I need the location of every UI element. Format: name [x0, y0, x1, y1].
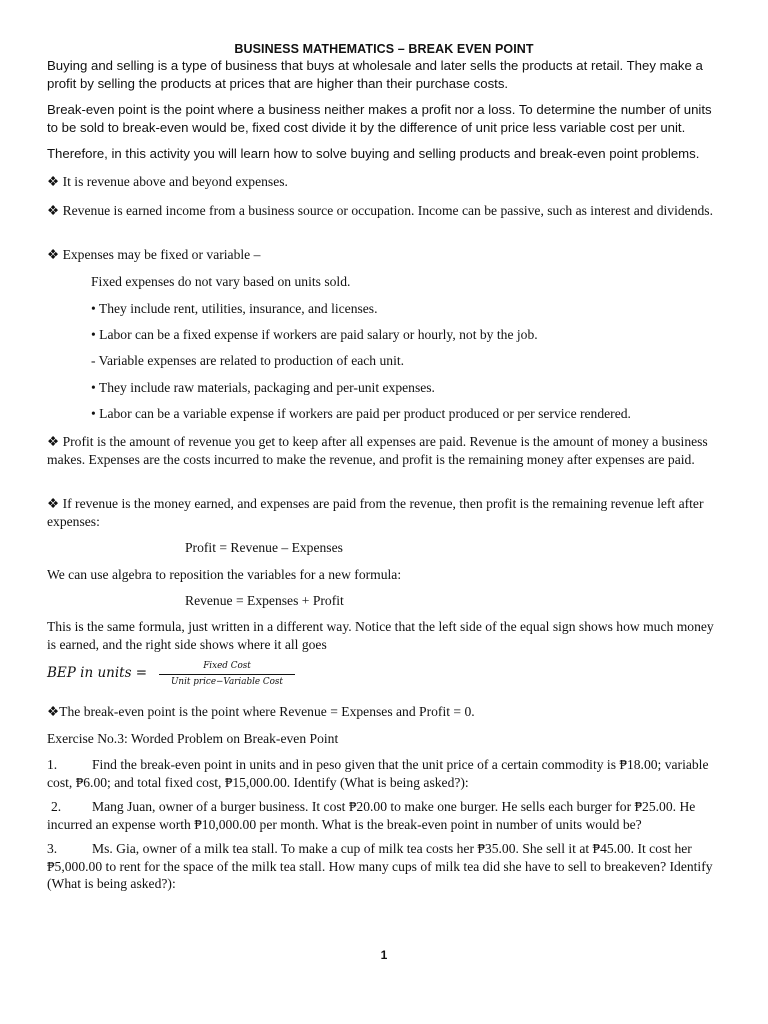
page-number: 1	[380, 948, 388, 962]
fixed-include-line: • They include rent, utilities, insurance, and licenses.	[91, 301, 378, 316]
exercise-item-text: Mang Juan, owner of a burger business. It cost ₱20.00 to make one burger. He sells each burger for ₱25.00. He incurred an expense worth ₱10,000.00 per month. What is the break-even point in number of units would be?	[47, 799, 696, 832]
exercise-item-text: Find the break-even point in units and in peso given that the unit price of a certain commodity is ₱18.00; variable cost, ₱6.00; and total fixed cost, ₱15,000.00. Identify (What is being asked?):	[47, 757, 709, 790]
bep-numerator: Fixed Cost	[203, 661, 251, 671]
algebra-line: We can use algebra to reposition the variables for a new formula:	[47, 567, 402, 582]
exercise-item-number: 3.	[47, 841, 58, 856]
variable-expenses-line: - Variable expenses are related to production of each unit.	[91, 353, 405, 368]
exercise-item-1	[47, 756, 722, 791]
bullet-revenue-above: ❖ It is revenue above and beyond expenses.	[47, 174, 288, 189]
bep-formula-lhs: BEP in units =	[47, 665, 148, 681]
bep-note: ❖The break-even point is the point where Revenue = Expenses and Profit = 0.	[47, 704, 475, 719]
exercise-item-number: 1.	[47, 757, 58, 772]
intro-paragraph-2: Break-even point is the point where a business neither makes a profit nor a loss. To determine the number of units to be sold to break-even would be, fixed cost divide it by the difference of unit price less variable cost per unit.	[47, 102, 712, 135]
exercise-heading: Exercise No.3: Worded Problem on Break-even Point	[47, 731, 339, 746]
exercise-item-2	[47, 798, 722, 833]
bep-denominator: Unit price−Variable Cost	[171, 677, 283, 687]
formula-revenue: Revenue = Expenses + Profit	[185, 593, 344, 608]
intro-paragraph-3: Therefore, in this activity you will learn how to solve buying and selling products and break-even point problems.	[47, 146, 700, 161]
bullet-expenses: ❖ Expenses may be fixed or variable –	[47, 247, 261, 262]
variable-include-line: • They include raw materials, packaging and per-unit expenses.	[91, 380, 435, 395]
bullet-profit-definition: ❖ Profit is the amount of revenue you get to keep after all expenses are paid. Revenue is the amount of money a business makes. Expenses are the costs incurred to make the revenue, and profit is the remaining money after expenses are paid.	[47, 434, 708, 467]
bullet-profit-remaining: ❖ If revenue is the money earned, and expenses are paid from the revenue, then profit is the remaining revenue left after expenses:	[47, 496, 704, 529]
exercise-item-3	[47, 840, 722, 893]
formula-profit: Profit = Revenue – Expenses	[185, 540, 343, 555]
fixed-expenses-line: Fixed expenses do not vary based on units sold.	[91, 274, 351, 289]
bep-fraction	[159, 660, 295, 689]
page-title: BUSINESS MATHEMATICS – BREAK EVEN POINT	[234, 42, 534, 56]
intro-paragraph-1: Buying and selling is a type of business that buys at wholesale and later sells the products at retail. They make a profit by selling the products at prices that are higher than their purchase costs.	[47, 58, 703, 91]
bullet-revenue-earned: ❖ Revenue is earned income from a business source or occupation. Income can be passive, such as interest and dividends.	[47, 203, 713, 218]
bep-formula	[47, 660, 307, 694]
fraction-bar	[159, 674, 295, 675]
fixed-labor-line: • Labor can be a fixed expense if workers are paid salary or hourly, not by the job.	[91, 327, 538, 342]
same-formula-paragraph: This is the same formula, just written in a different way. Notice that the left side of the equal sign shows how much money is earned, and the right side shows where it all goes	[47, 619, 714, 652]
exercise-item-text: Ms. Gia, owner of a milk tea stall. To make a cup of milk tea costs her ₱35.00. She sell it at ₱45.00. It cost her ₱5,000.00 to rent for the space of the milk tea stall. How many cups of milk tea did she have to sell to breakeven? Identify (What is being asked?):	[47, 841, 713, 891]
variable-labor-line: • Labor can be a variable expense if workers are paid per product produced or per service rendered.	[91, 406, 631, 421]
exercise-item-number: 2.	[51, 799, 62, 814]
